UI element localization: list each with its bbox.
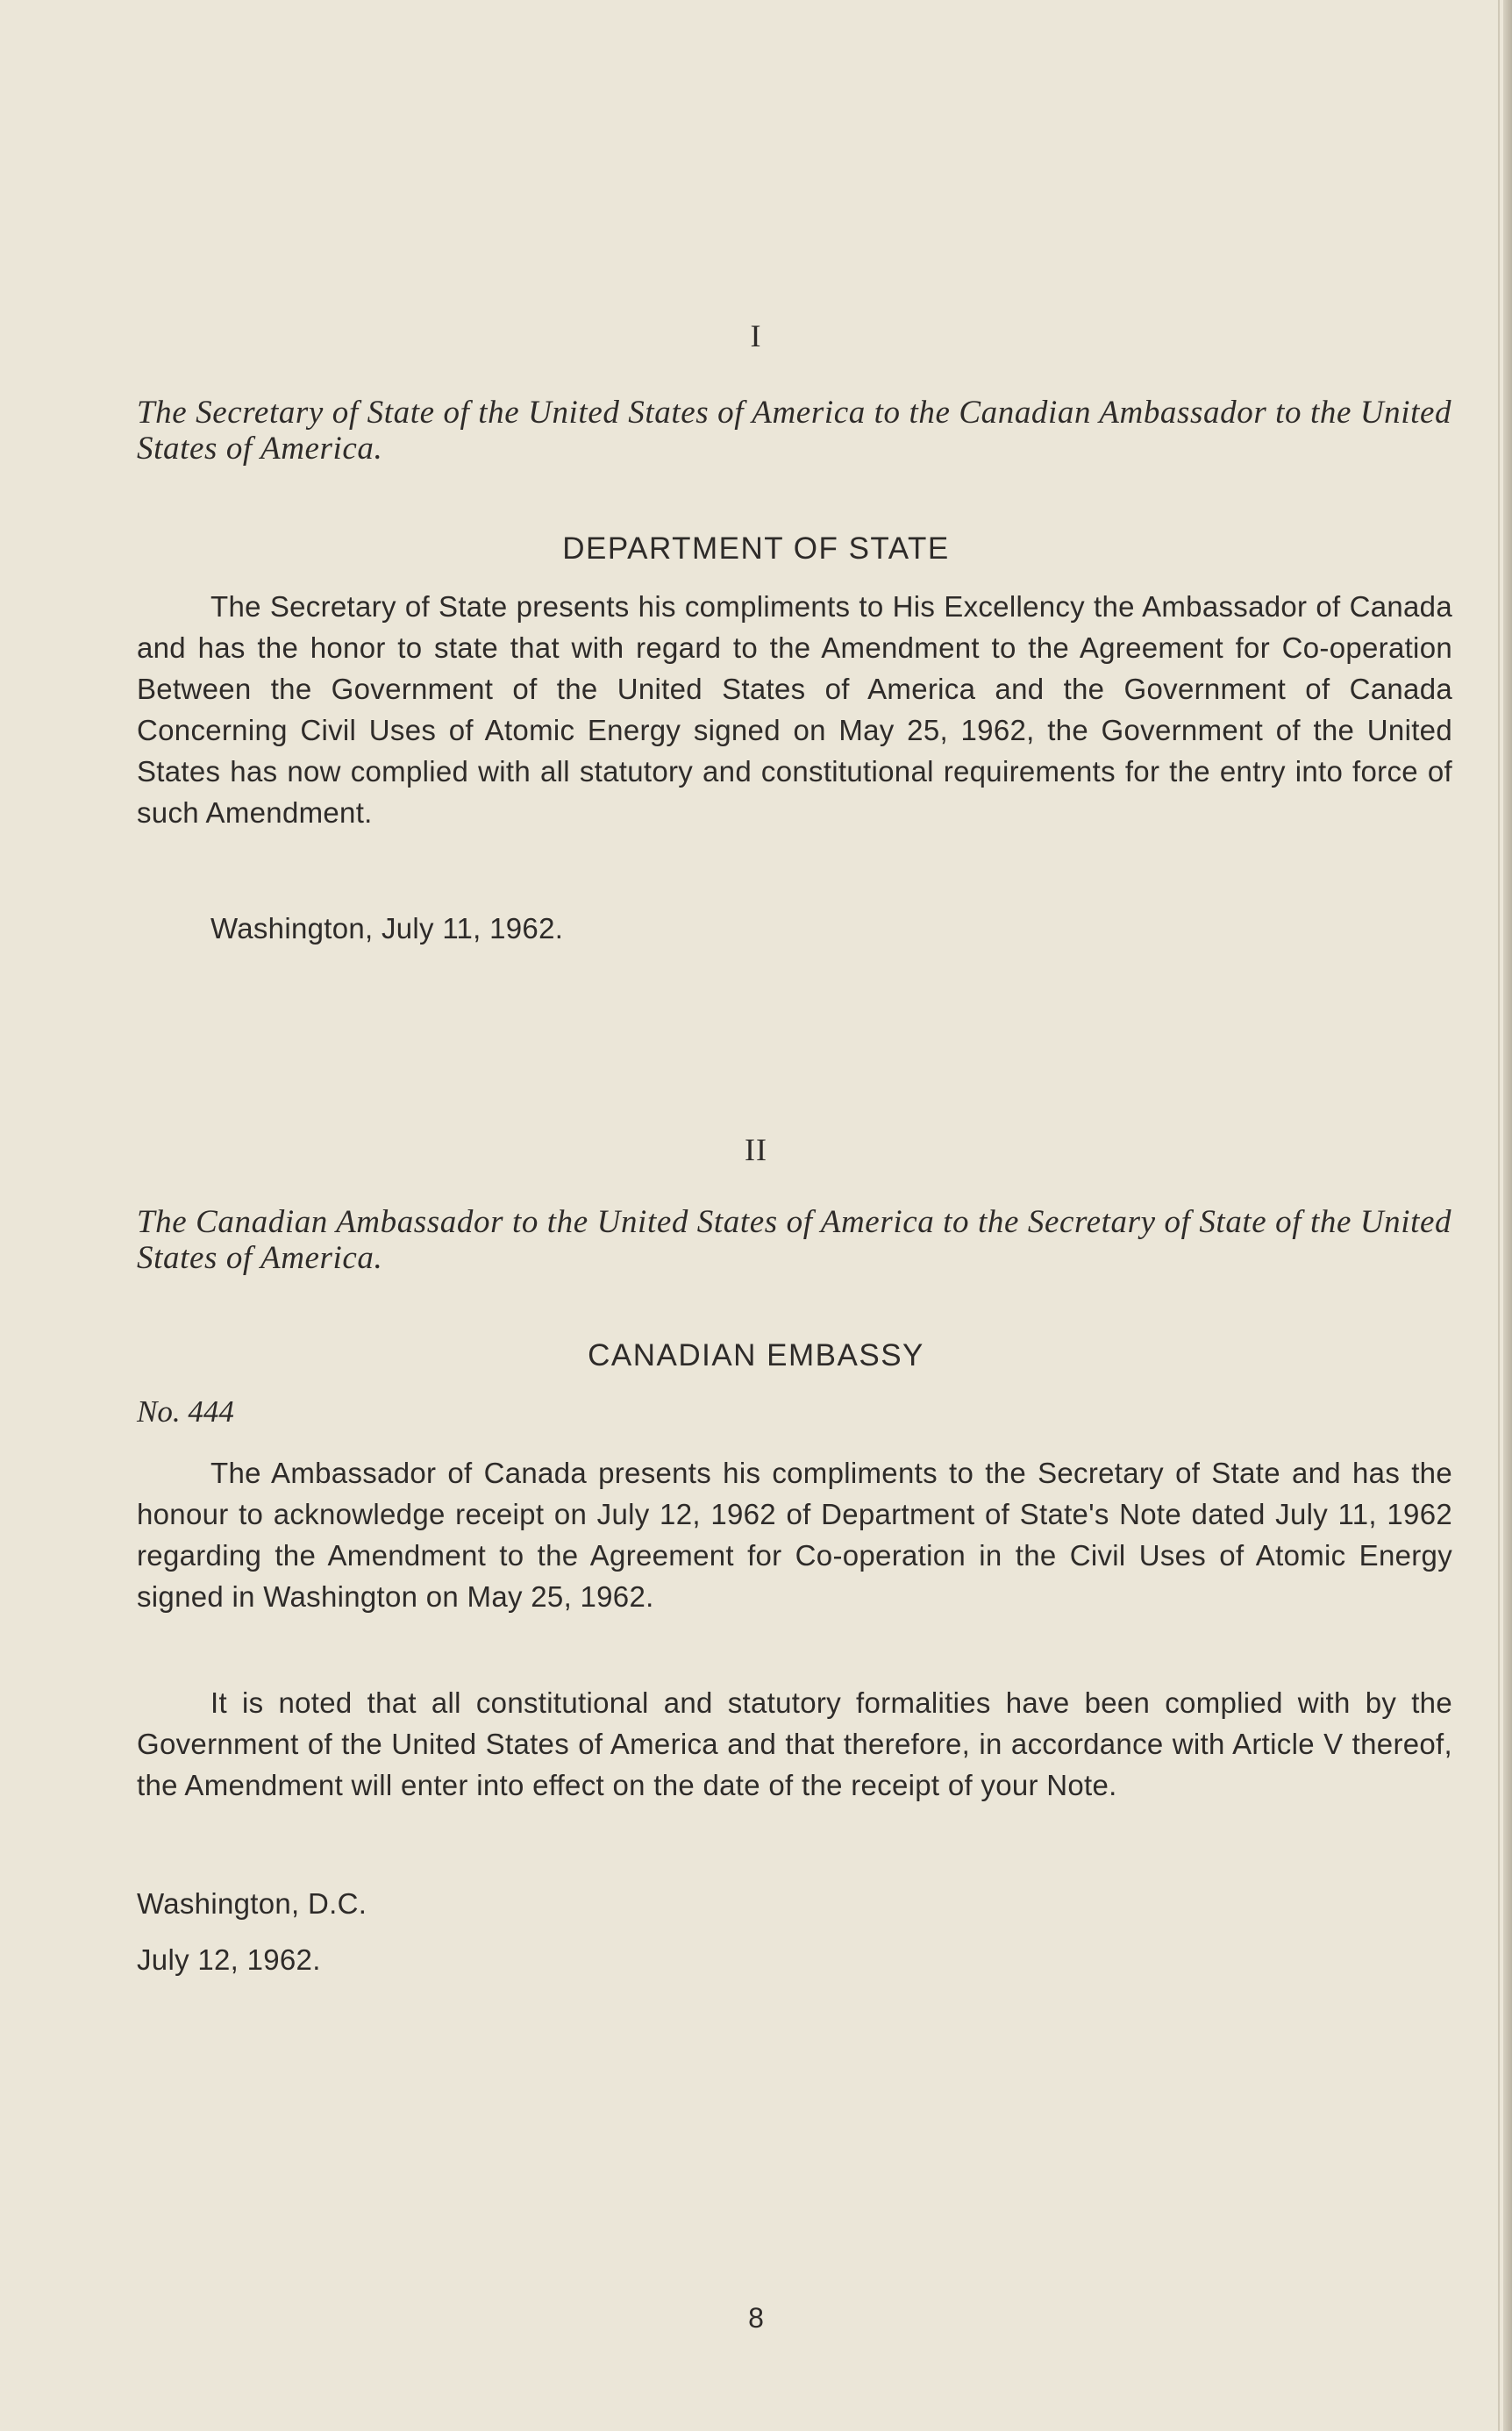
note-two-numeral: II (745, 1132, 767, 1167)
note-one-body: The Secretary of State presents his compliments to His Excellency the Ambassador of Canada and has the honor to state that with regard to the Amendment to the Agreement for Co-operation Between the Government of the United States of America and the Government of Canada Concerning Civil Uses of Atomic Energy signed on May 25, 1962, the Government of the United States has now complied with all statutory and constitutional requirements for the entry into force of such Amendment. (137, 590, 1452, 829)
page-number: 8 (748, 2302, 764, 2334)
note-one-address: The Secretary of State of the United States of America to the Canadian Ambassador to the United States of America. (137, 395, 1452, 467)
note-two-body-2: It is noted that all constitutional and statutory formalities have been complied with by the Government of the United States of America and that therefore, in accordance with Article V thereof, the Amendment will enter into effect on the date of the receipt of your Note. (137, 1686, 1452, 1801)
note-one-numeral: I (750, 318, 762, 353)
note-one-heading: DEPARTMENT OF STATE (562, 531, 950, 566)
note-two-place: Washington, D.C. (137, 1887, 367, 1920)
page-edge-shadow (1498, 0, 1500, 2431)
note-two-address: The Canadian Ambassador to the United States of America to the Secretary of State of the United States of America. (137, 1204, 1452, 1276)
note-two-heading: CANADIAN EMBASSY (588, 1338, 924, 1372)
note-two-number: No. 444 (137, 1394, 234, 1429)
note-two-date: July 12, 1962. (137, 1943, 321, 1976)
note-one-closing: Washington, July 11, 1962. (210, 912, 564, 945)
page-edge (1503, 0, 1512, 2431)
note-two-body-1: The Ambassador of Canada presents his compliments to the Secretary of State and has the honour to acknowledge receipt on July 12, 1962 of Department of State's Note dated July 11, 1962 regarding the Amendment to the Agreement for Co-operation in the Civil Uses of Atomic Energy signed in Washington on May 25, 1962. (137, 1457, 1452, 1613)
